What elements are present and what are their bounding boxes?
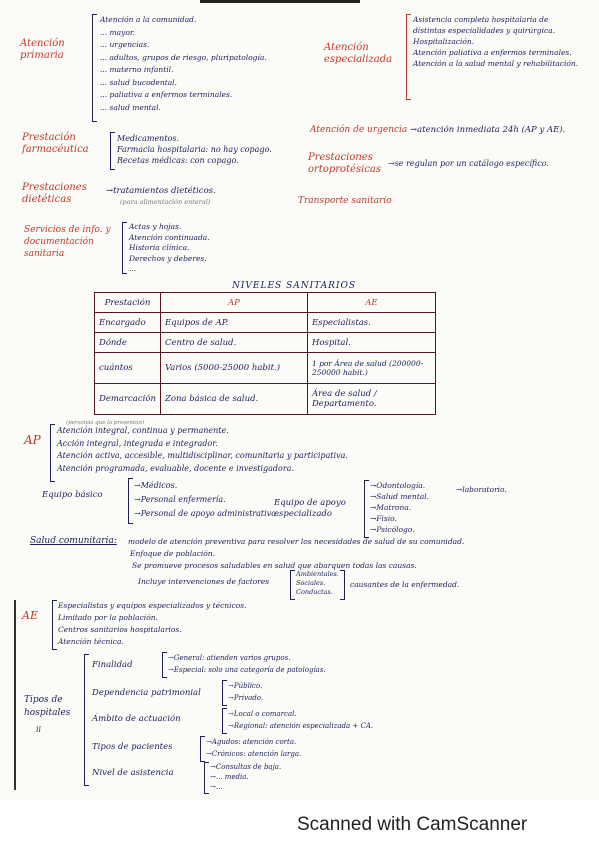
- list-item: Atención a la comunidad.: [100, 15, 197, 24]
- hospital-type-sub: [168, 652, 326, 676]
- list-item: Ambientales.: [296, 570, 339, 578]
- table-header: AP: [160, 293, 307, 313]
- list-item: Atención continuada.: [129, 232, 210, 242]
- brace: [128, 478, 133, 524]
- list-item: → ... media.: [210, 772, 281, 782]
- ortoprotesicas-title: Prestaciones ortoprotésicas: [308, 152, 382, 175]
- salud-comunitaria-title: Salud comunitaria:: [30, 536, 117, 546]
- list-item: ... salud mental.: [100, 102, 161, 112]
- hospital-type-label: Tipos de pacientes: [92, 742, 173, 752]
- table-cell: Varios (5000-25000 habit.): [160, 353, 307, 384]
- list-item: Especialistas y equipos especializados y técnicos.: [58, 601, 247, 610]
- brace: [204, 762, 209, 794]
- salud-comunitaria-line: Enfoque de población.: [130, 549, 215, 558]
- urgencia-text: → atención inmediata 24h (AP y AE).: [410, 125, 565, 135]
- list-item: Hospitalización.: [413, 37, 475, 46]
- brace: [222, 680, 227, 706]
- list-item: → Personal enfermería.: [134, 493, 278, 507]
- ortoprotesicas-text: [388, 158, 549, 169]
- list-item: → Público.: [228, 680, 263, 692]
- list-item: ... paliativa a enfermos terminales.: [100, 90, 233, 99]
- ae-list: [58, 600, 246, 648]
- list-item: Centros sanitarios hospitalarios.: [58, 625, 182, 634]
- hospital-type-sub: [210, 762, 281, 792]
- atencion-especializada-title: Atención especializada: [324, 42, 393, 65]
- hospital-type-sub: [228, 708, 373, 732]
- brace: [200, 736, 205, 762]
- tipos-hospitales-title: Tipos de hospitales: [24, 695, 71, 718]
- list-item: → Médicos.: [134, 479, 278, 493]
- list-item: Atención integral, continua y permanente.: [57, 426, 229, 435]
- list-item: ...: [129, 264, 137, 273]
- page-edge-line: [14, 600, 16, 790]
- top-edge: [200, 0, 360, 3]
- equipo-basico-title: Equipo básico: [42, 490, 103, 500]
- list-item: → Odontología.: [370, 480, 429, 491]
- table-cell: Especialistas.: [307, 313, 435, 333]
- list-item: ... materno infantil.: [100, 65, 174, 74]
- list-item: Atención programada, evaluable, docente e investigadora.: [57, 463, 294, 473]
- hospital-type-label: Finalidad: [92, 660, 133, 670]
- list-item: → Salud mental.: [370, 491, 429, 502]
- brace: [364, 480, 369, 538]
- list-item: Atención paliativa a enfermos terminales.: [413, 48, 572, 57]
- table-cell: Centro de salud.: [160, 333, 307, 353]
- list-item: Farmacia hospitalaria: no hay copago.: [117, 145, 272, 154]
- list-item: Derechos y deberes.: [129, 253, 207, 263]
- table-cell: Equipos de AP.: [160, 313, 307, 333]
- list-item: → Local o comarcal.: [228, 708, 373, 720]
- urgencia-row: [310, 124, 565, 136]
- urgencia-title: Atención de urgencia: [310, 125, 408, 135]
- list-item: Atención técnica.: [58, 637, 124, 646]
- scanner-watermark: Scanned with CamScanner: [297, 814, 528, 835]
- factors-tail: causantes de la enfermedad.: [350, 580, 460, 589]
- list-item: ... urgencias.: [100, 40, 150, 49]
- brace: [84, 654, 89, 786]
- hospital-type-label: Dependencia patrimonial: [92, 688, 201, 698]
- list-item: ... mayor.: [100, 27, 136, 37]
- brace: [340, 570, 345, 600]
- table-row: [95, 333, 436, 353]
- table-cell: Encargado: [95, 313, 161, 333]
- list-item: → Agudos: atención corta.: [206, 736, 301, 748]
- servicios-title: Servicios de info. y documentación sanitaria: [24, 225, 111, 259]
- list-item: ... salud bucodental.: [100, 77, 177, 87]
- hospital-type-label: Nivel de asistencia: [92, 768, 174, 778]
- list-item: Recetas médicas: con copago.: [117, 156, 239, 165]
- table-cell: Demarcación: [95, 384, 161, 415]
- list-item: Acción integral, integrada e integrador.: [57, 438, 218, 448]
- list-item: ... adultos, grupos de riesgo, pluripatología.: [100, 52, 267, 62]
- brace: [122, 222, 127, 274]
- list-item: → Matrona.: [370, 502, 429, 513]
- hospital-type-label: Ámbito de actuación: [92, 714, 181, 724]
- brace: [50, 424, 55, 482]
- transporte-title: Transporte sanitario: [298, 196, 392, 206]
- atencion-primaria-list: [100, 14, 267, 114]
- ae-label: AE: [22, 609, 38, 622]
- table-cell: 1 por Área de salud (200000-250000 habit.): [307, 353, 435, 384]
- table-cell: Área de salud / Departamento.: [307, 384, 435, 415]
- list-item: → Regional: atención especializada + CA.: [228, 720, 373, 732]
- list-item: Medicamentos.: [117, 134, 180, 143]
- list-item: Atención activa, accesible, multidisciplinar, comunitaria y participativa.: [57, 451, 348, 460]
- brace: [222, 708, 227, 734]
- hospital-type-sub: [206, 736, 301, 760]
- equipo-basico-list: [134, 479, 278, 521]
- table-row: [95, 313, 436, 333]
- list-item: → Consultas de baja.: [210, 762, 281, 772]
- list-item: → Psicólogo.: [370, 524, 429, 535]
- list-item: Historia clínica.: [129, 243, 190, 252]
- hospital-type-sub: [228, 680, 263, 704]
- dieteticas-title: Prestaciones dietéticas: [22, 182, 87, 205]
- brace: [290, 570, 295, 600]
- equipo-apoyo-extra: [456, 484, 507, 495]
- table-cell: Zona básica de salud.: [160, 384, 307, 415]
- list-item: → General: atienden varios grupos.: [168, 652, 326, 664]
- brace: [406, 14, 411, 100]
- table-header: Prestación: [95, 293, 161, 313]
- ap-list: [57, 425, 348, 475]
- list-item: → Crónicos: atención larga.: [206, 748, 301, 760]
- table-row: [95, 353, 436, 384]
- atencion-especializada-list: [413, 14, 583, 69]
- salud-comunitaria-line: Incluye intervenciones de factores: [138, 577, 270, 586]
- list-item: Sociales.: [296, 579, 326, 587]
- niveles-title: NIVELES SANITARIOS: [232, 281, 357, 291]
- table-header: AE: [307, 293, 435, 313]
- tipos-hospitales-ii: ii: [36, 725, 42, 734]
- list-item: Actas y hojas.: [129, 222, 182, 231]
- list-item: → Fisio.: [370, 513, 429, 524]
- brace: [92, 14, 97, 122]
- salud-comunitaria-line: Se promueve procesos saludables en salud que abarquen todas las causas.: [132, 561, 417, 570]
- list-item: Limitado por la población.: [58, 613, 158, 622]
- servicios-list: [129, 222, 210, 275]
- brace: [52, 600, 57, 650]
- atencion-primaria-title: Atención primaria: [20, 38, 65, 61]
- table-cell: Dónde: [95, 333, 161, 353]
- ap-note: (personas que la presentan): [66, 420, 145, 426]
- brace: [162, 652, 167, 678]
- equipo-apoyo-list: [370, 480, 429, 535]
- niveles-table: [94, 292, 436, 415]
- list-item: Asistencia completa hospitalaria de distintas especialidades y quirúrgica.: [413, 15, 556, 35]
- factors-list: [296, 570, 339, 597]
- list-item: Conductas.: [296, 588, 333, 596]
- dieteticas-desc: → tratamientos dietéticos.: [106, 186, 216, 196]
- list-item: → Privado.: [228, 692, 263, 704]
- dieteticas-subtext: (para alimentación enteral): [120, 198, 211, 206]
- table-cell: cuántos: [95, 353, 161, 384]
- equipo-apoyo-title: Equipo de apoyo especializado: [274, 498, 346, 519]
- ortoprotesicas-desc: → se regulan por un catálogo específico.: [388, 159, 549, 168]
- ap-label: AP: [24, 433, 41, 447]
- prestacion-farmaceutica-list: [117, 133, 272, 166]
- table-cell: Hospital.: [307, 333, 435, 353]
- list-item: → ...: [210, 782, 281, 792]
- prestacion-farmaceutica-title: Prestación farmacéutica: [22, 132, 89, 155]
- dieteticas-text: [106, 186, 216, 197]
- list-item: → Personal de apoyo administrativo.: [134, 507, 278, 521]
- laboratorio-text: → laboratorio.: [456, 485, 507, 494]
- table-row: [95, 384, 436, 415]
- salud-comunitaria-line: modelo de atención preventiva para resolver los necesidades de salud de su comunidad.: [128, 537, 465, 546]
- brace: [110, 132, 115, 170]
- list-item: Atención a la salud mental y rehabilitación.: [413, 59, 579, 68]
- table-header-row: [95, 293, 436, 313]
- list-item: → Especial: solo una categoría de patologías.: [168, 664, 326, 676]
